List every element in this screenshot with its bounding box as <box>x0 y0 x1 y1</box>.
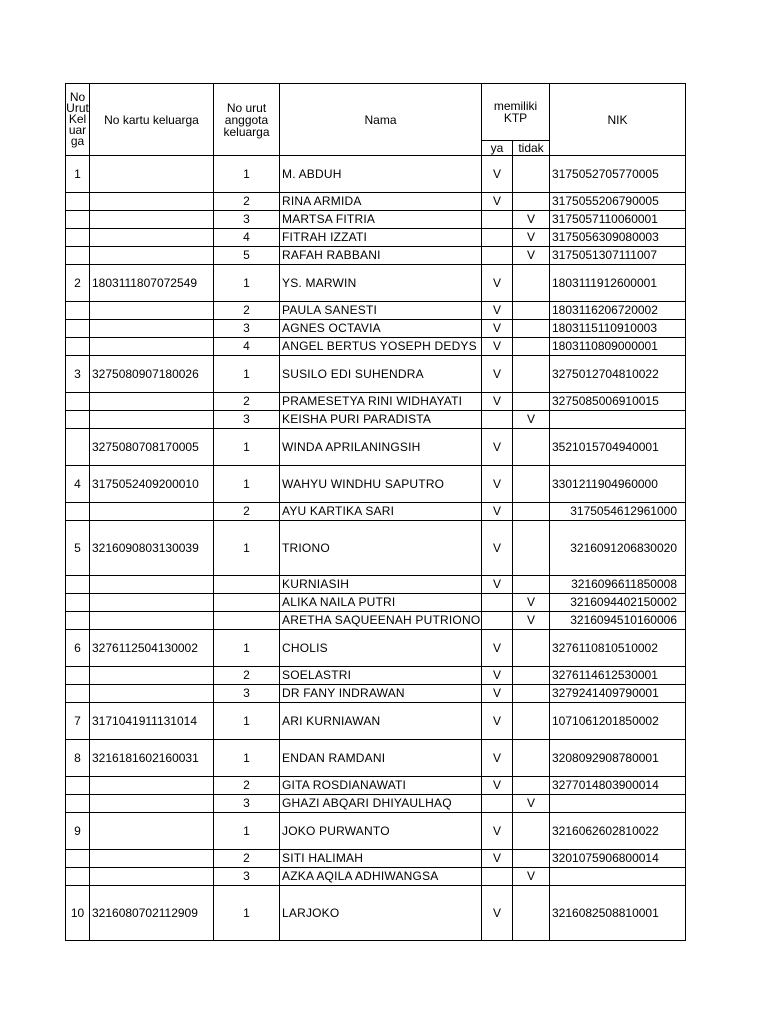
cell-no-urut-anggota: 1 <box>214 429 280 466</box>
cell-no-urut-keluarga <box>66 868 90 886</box>
cell-ktp-tidak: V <box>513 795 550 813</box>
cell-ktp-ya: V <box>482 703 513 740</box>
cell-ktp-ya <box>482 411 513 429</box>
header-no-urut-anggota <box>214 84 280 156</box>
cell-nama: TRIONO <box>280 521 482 576</box>
cell-ktp-tidak <box>513 429 550 466</box>
cell-ktp-ya: V <box>482 156 513 193</box>
table-row <box>66 393 686 411</box>
cell-nik: 3301211904960000 <box>550 466 686 503</box>
table-row <box>66 521 686 576</box>
header-no-urut-anggota-line: anggota <box>224 112 269 127</box>
cell-ktp-tidak: V <box>513 612 550 630</box>
cell-nama: FITRAH IZZATI <box>280 229 482 247</box>
cell-ktp-ya <box>482 795 513 813</box>
cell-nama: AGNES OCTAVIA <box>280 320 482 338</box>
cell-no-urut-keluarga: 5 <box>66 521 90 576</box>
cell-no-urut-keluarga: 2 <box>66 265 90 302</box>
table-row <box>66 211 686 229</box>
cell-ktp-ya: V <box>482 466 513 503</box>
header-memiliki-ktp-line: memiliki <box>493 99 538 113</box>
cell-ktp-tidak: V <box>513 211 550 229</box>
cell-no-urut-anggota: 1 <box>214 703 280 740</box>
cell-nama: PRAMESETYA RINI WIDHAYATI <box>280 393 482 411</box>
cell-nama: RINA ARMIDA <box>280 193 482 211</box>
header-memiliki-ktp <box>482 84 550 141</box>
cell-no-urut-keluarga: 3 <box>66 356 90 393</box>
cell-no-urut-anggota: 3 <box>214 211 280 229</box>
cell-no-urut-keluarga <box>66 429 90 466</box>
cell-no-urut-anggota: 3 <box>214 795 280 813</box>
cell-ktp-tidak <box>513 302 550 320</box>
table-row <box>66 265 686 302</box>
cell-nik: 3175051307111007 <box>550 247 686 265</box>
cell-ktp-ya: V <box>482 521 513 576</box>
cell-ktp-ya: V <box>482 813 513 850</box>
header-nik: NIK <box>550 84 686 156</box>
table-row <box>66 795 686 813</box>
cell-ktp-ya: V <box>482 630 513 667</box>
cell-no-urut-anggota: 1 <box>214 886 280 941</box>
table-row <box>66 229 686 247</box>
cell-no-kartu-keluarga: 3276112504130002 <box>90 630 214 667</box>
header-no-urut-keluarga <box>66 84 90 156</box>
cell-ktp-ya: V <box>482 338 513 356</box>
table-row <box>66 777 686 795</box>
cell-no-kartu-keluarga <box>90 229 214 247</box>
cell-ktp-ya <box>482 247 513 265</box>
cell-ktp-tidak <box>513 667 550 685</box>
cell-nama: PAULA SANESTI <box>280 302 482 320</box>
cell-ktp-ya: V <box>482 740 513 777</box>
cell-no-kartu-keluarga <box>90 503 214 521</box>
cell-no-urut-anggota: 1 <box>214 813 280 850</box>
cell-ktp-tidak <box>513 521 550 576</box>
cell-no-urut-anggota: 2 <box>214 850 280 868</box>
table-row <box>66 612 686 630</box>
cell-no-kartu-keluarga <box>90 302 214 320</box>
cell-no-kartu-keluarga <box>90 685 214 703</box>
cell-no-urut-keluarga: 4 <box>66 466 90 503</box>
cell-ktp-tidak <box>513 193 550 211</box>
cell-ktp-ya <box>482 612 513 630</box>
cell-ktp-tidak: V <box>513 229 550 247</box>
cell-no-kartu-keluarga <box>90 795 214 813</box>
cell-no-kartu-keluarga <box>90 338 214 356</box>
cell-nama: RAFAH RABBANI <box>280 247 482 265</box>
cell-nik: 3279241409790001 <box>550 685 686 703</box>
cell-ktp-tidak <box>513 393 550 411</box>
cell-ktp-ya: V <box>482 503 513 521</box>
cell-ktp-ya: V <box>482 777 513 795</box>
cell-no-kartu-keluarga: 3171041911131014 <box>90 703 214 740</box>
cell-no-urut-anggota: 1 <box>214 356 280 393</box>
cell-nama: AYU KARTIKA SARI <box>280 503 482 521</box>
cell-no-urut-anggota: 1 <box>214 521 280 576</box>
table-row <box>66 886 686 941</box>
family-members-table <box>65 83 686 941</box>
table-row <box>66 703 686 740</box>
cell-no-urut-keluarga <box>66 576 90 594</box>
header-no-urut-keluarga-line: uar <box>68 123 87 137</box>
cell-nama: SOELASTRI <box>280 667 482 685</box>
cell-no-urut-keluarga: 9 <box>66 813 90 850</box>
cell-no-urut-keluarga: 10 <box>66 886 90 941</box>
cell-no-urut-anggota: 5 <box>214 247 280 265</box>
cell-no-kartu-keluarga: 3216090803130039 <box>90 521 214 576</box>
cell-no-urut-keluarga <box>66 338 90 356</box>
cell-nik: 3276114612530001 <box>550 667 686 685</box>
cell-no-urut-anggota: 1 <box>214 740 280 777</box>
cell-no-kartu-keluarga <box>90 393 214 411</box>
table-row <box>66 868 686 886</box>
cell-nama: DR FANY INDRAWAN <box>280 685 482 703</box>
cell-nik <box>550 411 686 429</box>
cell-ktp-ya: V <box>482 429 513 466</box>
cell-ktp-tidak <box>513 813 550 850</box>
cell-ktp-tidak <box>513 740 550 777</box>
cell-nama: SITI HALIMAH <box>280 850 482 868</box>
header-no-urut-keluarga-line: Urut <box>66 101 89 115</box>
cell-ktp-ya: V <box>482 576 513 594</box>
cell-nama: LARJOKO <box>280 886 482 941</box>
cell-ktp-ya: V <box>482 667 513 685</box>
cell-nama: WAHYU WINDHU SAPUTRO <box>280 466 482 503</box>
cell-ktp-ya: V <box>482 393 513 411</box>
cell-no-urut-anggota: 3 <box>214 411 280 429</box>
table-row <box>66 503 686 521</box>
cell-nik: 3216094402150002 <box>550 594 686 612</box>
cell-no-kartu-keluarga: 3216181602160031 <box>90 740 214 777</box>
cell-no-urut-keluarga <box>66 302 90 320</box>
table-row <box>66 302 686 320</box>
table-row <box>66 685 686 703</box>
table-row <box>66 576 686 594</box>
cell-no-urut-anggota: 1 <box>214 156 280 193</box>
cell-nama: YS. MARWIN <box>280 265 482 302</box>
cell-no-kartu-keluarga: 3275080907180026 <box>90 356 214 393</box>
header-no-urut-anggota-line: keluarga <box>223 124 270 139</box>
cell-no-urut-keluarga <box>66 685 90 703</box>
cell-ktp-tidak: V <box>513 868 550 886</box>
cell-no-kartu-keluarga <box>90 193 214 211</box>
table-row <box>66 740 686 777</box>
cell-ktp-tidak <box>513 265 550 302</box>
cell-ktp-tidak <box>513 320 550 338</box>
cell-nik: 3175055206790005 <box>550 193 686 211</box>
cell-nama: ARETHA SAQUEENAH PUTRIONO <box>280 612 482 630</box>
cell-nama: ARI KURNIAWAN <box>280 703 482 740</box>
cell-ktp-tidak <box>513 466 550 503</box>
cell-nik: 3201075906800014 <box>550 850 686 868</box>
cell-no-kartu-keluarga <box>90 247 214 265</box>
cell-no-urut-anggota: 3 <box>214 320 280 338</box>
cell-no-urut-anggota: 3 <box>214 685 280 703</box>
table-row <box>66 338 686 356</box>
cell-no-urut-anggota: 2 <box>214 393 280 411</box>
cell-nik: 3216091206830020 <box>550 521 686 576</box>
cell-nik <box>550 868 686 886</box>
header-no-urut-keluarga-line: ga <box>70 134 85 148</box>
cell-ktp-ya: V <box>482 685 513 703</box>
table-row <box>66 594 686 612</box>
cell-nik: 3275012704810022 <box>550 356 686 393</box>
cell-no-kartu-keluarga <box>90 868 214 886</box>
cell-nik: 3175056309080003 <box>550 229 686 247</box>
cell-no-urut-anggota: 1 <box>214 466 280 503</box>
cell-nik: 3521015704940001 <box>550 429 686 466</box>
header-no-urut-keluarga-line: No <box>69 90 86 104</box>
cell-ktp-tidak <box>513 630 550 667</box>
cell-ktp-tidak: V <box>513 247 550 265</box>
table-row <box>66 193 686 211</box>
cell-ktp-ya: V <box>482 886 513 941</box>
cell-nik: 3277014803900014 <box>550 777 686 795</box>
cell-nik: 3175057110060001 <box>550 211 686 229</box>
cell-no-kartu-keluarga <box>90 813 214 850</box>
cell-no-kartu-keluarga <box>90 594 214 612</box>
cell-nama: M. ABDUH <box>280 156 482 193</box>
cell-no-urut-keluarga: 6 <box>66 630 90 667</box>
cell-ktp-tidak: V <box>513 594 550 612</box>
cell-nama: GHAZI ABQARI DHIYAULHAQ <box>280 795 482 813</box>
table-row <box>66 320 686 338</box>
cell-nik: 3216094510160006 <box>550 612 686 630</box>
cell-no-kartu-keluarga: 3275080708170005 <box>90 429 214 466</box>
cell-nama: AZKA AQILA ADHIWANGSA <box>280 868 482 886</box>
cell-no-kartu-keluarga: 1803111807072549 <box>90 265 214 302</box>
cell-nik: 1803116206720002 <box>550 302 686 320</box>
cell-nama: WINDA APRILANINGSIH <box>280 429 482 466</box>
cell-nama: CHOLIS <box>280 630 482 667</box>
table-row <box>66 630 686 667</box>
cell-nama: ALIKA NAILA PUTRI <box>280 594 482 612</box>
cell-nik: 1071061201850002 <box>550 703 686 740</box>
table-row <box>66 667 686 685</box>
cell-ktp-ya: V <box>482 302 513 320</box>
cell-no-kartu-keluarga <box>90 211 214 229</box>
cell-no-urut-keluarga <box>66 247 90 265</box>
cell-no-kartu-keluarga <box>90 612 214 630</box>
cell-ktp-tidak <box>513 338 550 356</box>
cell-no-urut-keluarga <box>66 777 90 795</box>
table-row <box>66 411 686 429</box>
cell-no-urut-anggota: 2 <box>214 667 280 685</box>
cell-ktp-tidak <box>513 156 550 193</box>
cell-nik: 3216082508810001 <box>550 886 686 941</box>
cell-no-urut-anggota: 2 <box>214 777 280 795</box>
cell-nik: 3216062602810022 <box>550 813 686 850</box>
table-row <box>66 850 686 868</box>
table-row <box>66 247 686 265</box>
cell-ktp-tidak <box>513 685 550 703</box>
header-tidak: tidak <box>513 141 550 156</box>
cell-no-urut-keluarga <box>66 612 90 630</box>
cell-no-urut-keluarga <box>66 320 90 338</box>
table-header <box>66 84 686 156</box>
cell-ktp-tidak <box>513 503 550 521</box>
cell-ktp-ya <box>482 868 513 886</box>
cell-no-urut-keluarga <box>66 503 90 521</box>
cell-no-urut-keluarga: 8 <box>66 740 90 777</box>
cell-nama: KURNIASIH <box>280 576 482 594</box>
cell-no-kartu-keluarga <box>90 777 214 795</box>
cell-ktp-ya <box>482 229 513 247</box>
cell-nik: 3275085006910015 <box>550 393 686 411</box>
cell-no-kartu-keluarga: 3175052409200010 <box>90 466 214 503</box>
cell-no-urut-keluarga: 1 <box>66 156 90 193</box>
header-no-urut-anggota-line: No urut <box>226 100 267 115</box>
cell-no-urut-anggota: 4 <box>214 229 280 247</box>
cell-no-kartu-keluarga <box>90 320 214 338</box>
cell-no-kartu-keluarga <box>90 576 214 594</box>
cell-ktp-ya: V <box>482 193 513 211</box>
cell-ktp-ya: V <box>482 265 513 302</box>
table-row <box>66 156 686 193</box>
cell-no-urut-anggota <box>214 576 280 594</box>
table-row <box>66 429 686 466</box>
cell-nik: 3175052705770005 <box>550 156 686 193</box>
cell-nama: ENDAN RAMDANI <box>280 740 482 777</box>
cell-no-urut-anggota: 2 <box>214 193 280 211</box>
header-nama: Nama <box>280 84 482 156</box>
cell-no-urut-keluarga <box>66 193 90 211</box>
cell-ktp-tidak <box>513 576 550 594</box>
table-row <box>66 356 686 393</box>
cell-no-kartu-keluarga <box>90 156 214 193</box>
cell-no-kartu-keluarga: 3216080702112909 <box>90 886 214 941</box>
cell-ktp-tidak: V <box>513 411 550 429</box>
header-no-kartu-keluarga: No kartu keluarga <box>90 84 214 156</box>
cell-no-urut-anggota: 1 <box>214 265 280 302</box>
cell-no-urut-anggota: 4 <box>214 338 280 356</box>
cell-no-urut-keluarga <box>66 667 90 685</box>
cell-ktp-ya: V <box>482 320 513 338</box>
cell-no-urut-anggota: 1 <box>214 630 280 667</box>
header-memiliki-ktp-line: KTP <box>503 111 528 125</box>
header-ya: ya <box>482 141 513 156</box>
cell-nama: SUSILO EDI SUHENDRA <box>280 356 482 393</box>
cell-ktp-ya <box>482 211 513 229</box>
cell-no-kartu-keluarga <box>90 667 214 685</box>
cell-ktp-tidak <box>513 703 550 740</box>
cell-nik: 3216096611850008 <box>550 576 686 594</box>
cell-no-urut-keluarga <box>66 795 90 813</box>
table-body <box>66 156 686 941</box>
table-row <box>66 813 686 850</box>
cell-ktp-ya: V <box>482 850 513 868</box>
header-no-urut-keluarga-line: Kel <box>68 112 87 126</box>
cell-nik: 3175054612961000 <box>550 503 686 521</box>
cell-ktp-ya: V <box>482 356 513 393</box>
cell-no-kartu-keluarga <box>90 411 214 429</box>
cell-nama: KEISHA PURI PARADISTA <box>280 411 482 429</box>
cell-no-urut-keluarga <box>66 411 90 429</box>
cell-no-urut-keluarga <box>66 229 90 247</box>
cell-ktp-tidak <box>513 777 550 795</box>
cell-nik: 3276110810510002 <box>550 630 686 667</box>
cell-no-urut-keluarga <box>66 594 90 612</box>
cell-no-urut-keluarga: 7 <box>66 703 90 740</box>
cell-no-kartu-keluarga <box>90 850 214 868</box>
cell-no-urut-anggota: 3 <box>214 868 280 886</box>
cell-no-urut-anggota <box>214 612 280 630</box>
cell-no-urut-anggota: 2 <box>214 302 280 320</box>
table-row <box>66 466 686 503</box>
cell-ktp-tidak <box>513 850 550 868</box>
cell-ktp-tidak <box>513 356 550 393</box>
cell-nik: 1803115110910003 <box>550 320 686 338</box>
cell-no-urut-keluarga <box>66 850 90 868</box>
cell-nik: 3208092908780001 <box>550 740 686 777</box>
cell-nama: JOKO PURWANTO <box>280 813 482 850</box>
cell-no-urut-anggota <box>214 594 280 612</box>
cell-no-urut-keluarga <box>66 211 90 229</box>
cell-nama: MARTSA FITRIA <box>280 211 482 229</box>
cell-nik <box>550 795 686 813</box>
cell-no-urut-anggota: 2 <box>214 503 280 521</box>
cell-ktp-tidak <box>513 886 550 941</box>
cell-ktp-ya <box>482 594 513 612</box>
cell-nama: ANGEL BERTUS YOSEPH DEDYS <box>280 338 482 356</box>
cell-nik: 1803111912600001 <box>550 265 686 302</box>
cell-nama: GITA ROSDIANAWATI <box>280 777 482 795</box>
cell-nik: 1803110809000001 <box>550 338 686 356</box>
cell-no-urut-keluarga <box>66 393 90 411</box>
